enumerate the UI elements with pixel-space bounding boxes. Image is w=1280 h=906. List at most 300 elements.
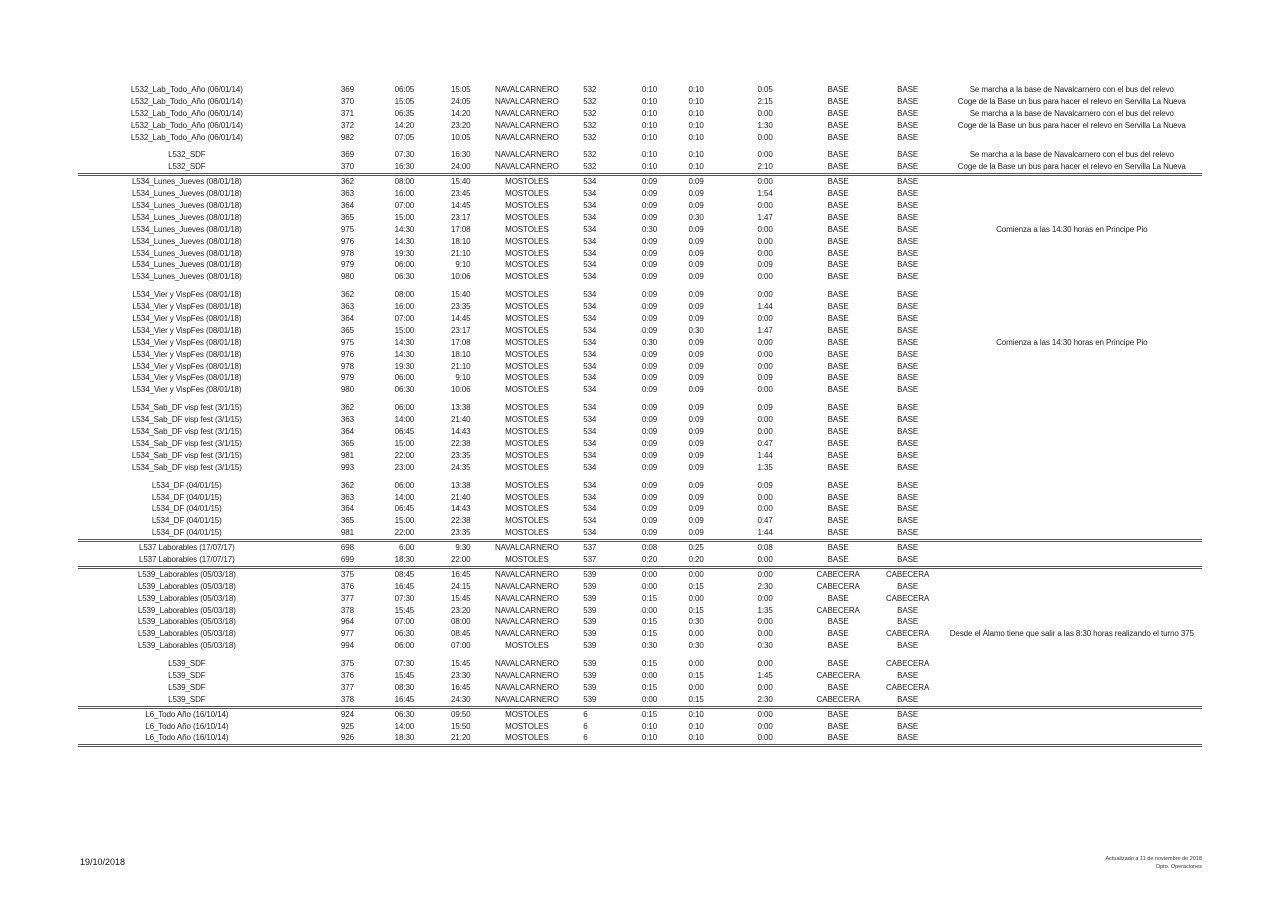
cell-start: 15:00 <box>394 325 415 335</box>
cell-t1: 0:10 <box>641 120 658 130</box>
cell-pause: 0:00 <box>757 361 773 371</box>
cell-start: 08:00 <box>394 290 415 300</box>
cell-start: 06:45 <box>394 504 415 514</box>
cell-to: BASE <box>897 373 919 383</box>
cell-origin: MOSTOLES <box>505 361 549 371</box>
cell-start: 06:00 <box>394 403 415 413</box>
cell-turno: 365 <box>340 438 354 448</box>
cell-end: 14:20 <box>451 108 471 118</box>
cell-start: 07:05 <box>394 132 415 142</box>
cell-to: BASE <box>897 162 919 172</box>
cell-service: L532_Lab_Todo_Año (06/01/14) <box>130 120 243 130</box>
table-row <box>78 628 1202 640</box>
cell-from: BASE <box>827 236 849 246</box>
cell-t1: 0:08 <box>641 543 658 553</box>
cell-from: BASE <box>827 438 849 448</box>
cell-origin: MOSTOLES <box>505 403 549 413</box>
cell-turno: 363 <box>340 492 354 502</box>
cell-turno: 363 <box>340 415 354 425</box>
cell-origin: MOSTOLES <box>505 248 549 258</box>
cell-service: L534_Lunes_Jueves (08/01/18) <box>131 272 242 282</box>
cell-t2: 0:10 <box>688 96 704 106</box>
cell-to: BASE <box>897 733 919 743</box>
cell-turno: 980 <box>340 272 354 282</box>
cell-t1: 0:09 <box>641 480 658 490</box>
cell-start: 06:00 <box>394 641 415 651</box>
cell-origin: MOSTOLES <box>505 709 549 719</box>
cell-turno: 978 <box>340 248 354 258</box>
cell-origin: NAVALCARNERO <box>494 120 559 130</box>
cell-to: BASE <box>897 492 919 502</box>
cell-end: 13:38 <box>451 480 471 490</box>
cell-service: L534_Sab_DF visp fest (3/1/15) <box>131 415 242 425</box>
cell-service: L534_Lunes_Jueves (08/01/18) <box>131 212 242 222</box>
cell-from: BASE <box>827 641 849 651</box>
service-group <box>78 480 1202 539</box>
table-row <box>78 361 1202 373</box>
cell-end: 9:30 <box>455 543 471 553</box>
cell-to: BASE <box>897 480 919 490</box>
table-row <box>78 450 1202 462</box>
cell-t1: 0:30 <box>641 337 658 347</box>
cell-start: 14:20 <box>394 120 415 130</box>
table-row <box>78 721 1202 733</box>
service-group <box>78 542 1202 566</box>
section-l534 <box>78 176 1202 539</box>
cell-t1: 0:15 <box>641 709 658 719</box>
cell-t2: 0:09 <box>688 272 704 282</box>
cell-from: BASE <box>827 260 849 270</box>
cell-pause: 0:00 <box>757 415 773 425</box>
cell-end: 17:08 <box>451 337 471 347</box>
cell-from: BASE <box>827 516 849 526</box>
cell-t1: 0:09 <box>641 450 658 460</box>
cell-from: BASE <box>827 629 849 639</box>
cell-service: L534_Vier y VispFes (08/01/18) <box>132 349 242 359</box>
cell-pause: 0:00 <box>757 108 773 118</box>
cell-t2: 0:09 <box>688 337 704 347</box>
cell-to: BASE <box>897 617 919 627</box>
table-row <box>78 503 1202 515</box>
cell-t1: 0:09 <box>641 427 658 437</box>
cell-service: L534_Vier y VispFes (08/01/18) <box>132 325 242 335</box>
cell-start: 14:00 <box>394 721 415 731</box>
cell-from: BASE <box>827 543 849 553</box>
cell-line: 534 <box>583 462 597 472</box>
cell-from: BASE <box>827 593 849 603</box>
footer-date: 19/10/2018 <box>80 857 126 867</box>
cell-start: 14:00 <box>394 492 415 502</box>
cell-t1: 0:09 <box>641 528 658 538</box>
cell-t2: 0:10 <box>688 721 704 731</box>
cell-t1: 0:09 <box>641 403 658 413</box>
cell-t2: 0:09 <box>688 403 704 413</box>
cell-start: 08:30 <box>394 682 415 692</box>
cell-t2: 0:09 <box>688 462 704 472</box>
table-row <box>78 236 1202 248</box>
cell-origin: MOSTOLES <box>505 302 549 312</box>
cell-t2: 0:00 <box>688 629 704 639</box>
cell-end: 15:50 <box>451 721 471 731</box>
cell-pause: 0:00 <box>757 709 773 719</box>
cell-line: 534 <box>583 325 597 335</box>
cell-turno: 363 <box>340 302 354 312</box>
cell-turno: 976 <box>340 236 354 246</box>
cell-t2: 0:09 <box>688 427 704 437</box>
cell-t1: 0:00 <box>641 569 658 579</box>
cell-t2: 0:09 <box>688 516 704 526</box>
cell-origin: NAVALCARNERO <box>494 85 559 94</box>
cell-t1: 0:09 <box>641 302 658 312</box>
cell-from: BASE <box>827 177 849 187</box>
cell-origin: MOSTOLES <box>505 189 549 199</box>
cell-t1: 0:09 <box>641 415 658 425</box>
cell-service: L534_Lunes_Jueves (08/01/18) <box>131 177 242 187</box>
cell-turno: 982 <box>340 132 354 142</box>
cell-start: 16:00 <box>394 189 415 199</box>
cell-line: 534 <box>583 224 597 234</box>
cell-turno: 976 <box>340 349 354 359</box>
cell-line: 532 <box>583 132 597 142</box>
cell-line: 534 <box>583 450 597 460</box>
cell-t2: 0:10 <box>688 150 704 160</box>
cell-service: L534_DF (04/01/15) <box>151 516 222 526</box>
cell-end: 22:38 <box>451 516 471 526</box>
cell-service: L532_SDF <box>168 150 206 160</box>
cell-to: BASE <box>897 450 919 460</box>
cell-t2: 0:09 <box>688 260 704 270</box>
cell-origin: MOSTOLES <box>505 337 549 347</box>
cell-end: 24:00 <box>451 162 471 172</box>
cell-service: L534_DF (04/01/15) <box>151 492 222 502</box>
cell-pause: 2:30 <box>757 694 773 704</box>
cell-turno: 362 <box>340 480 354 490</box>
cell-turno: 926 <box>340 733 354 743</box>
cell-t2: 0:09 <box>688 492 704 502</box>
table-row <box>78 161 1202 173</box>
footer-updated: Actualizado a 11 de noviembre de 2018 <box>1105 856 1202 862</box>
cell-pause: 0:00 <box>757 272 773 282</box>
cell-t2: 0:30 <box>688 641 704 651</box>
cell-t2: 0:09 <box>688 201 704 211</box>
cell-start: 16:45 <box>394 694 415 704</box>
cell-service: L6_Todo Año (16/10/14) <box>145 721 229 731</box>
cell-to: BASE <box>897 212 919 222</box>
cell-start: 06:30 <box>394 709 415 719</box>
cell-from: BASE <box>827 162 849 172</box>
cell-t2: 0:10 <box>688 733 704 743</box>
cell-start: 16:45 <box>394 581 415 591</box>
cell-turno: 364 <box>340 201 354 211</box>
cell-end: 23:35 <box>451 302 471 312</box>
cell-to: BASE <box>897 403 919 413</box>
table-row <box>78 313 1202 325</box>
cell-line: 534 <box>583 201 597 211</box>
cell-t1: 0:09 <box>641 212 658 222</box>
cell-start: 16:00 <box>394 302 415 312</box>
cell-service: L534_Vier y VispFes (08/01/18) <box>132 314 242 324</box>
cell-t1: 0:15 <box>641 682 658 692</box>
cell-t2: 0:09 <box>688 302 704 312</box>
table-row <box>78 176 1202 188</box>
cell-end: 21:10 <box>451 248 471 258</box>
cell-end: 08:45 <box>451 629 471 639</box>
cell-from: BASE <box>827 492 849 502</box>
cell-origin: MOSTOLES <box>505 516 549 526</box>
cell-origin: MOSTOLES <box>505 201 549 211</box>
cell-end: 24:15 <box>451 581 471 591</box>
cell-t1: 0:09 <box>641 325 658 335</box>
cell-origin: MOSTOLES <box>505 177 549 187</box>
section-l6 <box>78 709 1202 745</box>
cell-t2: 0:09 <box>688 385 704 395</box>
cell-to: BASE <box>897 694 919 704</box>
cell-start: 14:30 <box>394 224 415 234</box>
cell-to: BASE <box>897 581 919 591</box>
cell-end: 15:05 <box>451 85 471 94</box>
cell-line: 6 <box>583 709 588 719</box>
cell-t2: 0:09 <box>688 314 704 324</box>
cell-start: 6:00 <box>399 543 415 553</box>
cell-to: BASE <box>897 85 919 94</box>
cell-from: BASE <box>827 272 849 282</box>
cell-to: BASE <box>897 554 919 564</box>
cell-turno: 370 <box>340 162 354 172</box>
cell-t2: 0:00 <box>688 569 704 579</box>
cell-start: 15:00 <box>394 212 415 222</box>
cell-turno: 369 <box>340 150 354 160</box>
cell-turno: 376 <box>340 670 354 680</box>
footer-department: Dpto. Operaciones <box>1156 864 1202 870</box>
cell-turno: 994 <box>340 641 354 651</box>
cell-origin: MOSTOLES <box>505 438 549 448</box>
service-group <box>78 658 1202 706</box>
cell-t1: 0:15 <box>641 617 658 627</box>
cell-origin: MOSTOLES <box>505 349 549 359</box>
cell-line: 534 <box>583 504 597 514</box>
cell-to: CABECERA <box>885 569 930 579</box>
cell-t1: 0:09 <box>641 260 658 270</box>
cell-pause: 0:00 <box>757 132 773 142</box>
cell-from: BASE <box>827 462 849 472</box>
cell-from: BASE <box>827 325 849 335</box>
cell-t2: 0:09 <box>688 349 704 359</box>
service-group <box>78 289 1202 396</box>
cell-service: L6_Todo Año (16/10/14) <box>145 733 229 743</box>
cell-origin: NAVALCARNERO <box>494 150 559 160</box>
cell-service: L534_Sab_DF visp fest (3/1/15) <box>131 403 242 413</box>
cell-t2: 0:09 <box>688 248 704 258</box>
cell-t1: 0:10 <box>641 162 658 172</box>
cell-pause: 0:09 <box>757 373 773 383</box>
table-row <box>78 605 1202 617</box>
cell-t1: 0:09 <box>641 272 658 282</box>
cell-end: 23:35 <box>451 450 471 460</box>
cell-line: 534 <box>583 236 597 246</box>
cell-t1: 0:09 <box>641 438 658 448</box>
cell-turno: 378 <box>340 605 354 615</box>
cell-to: CABECERA <box>885 629 930 639</box>
cell-to: BASE <box>897 150 919 160</box>
cell-from: BASE <box>827 120 849 130</box>
cell-to: BASE <box>897 260 919 270</box>
cell-t2: 0:10 <box>688 162 704 172</box>
cell-line: 539 <box>583 581 597 591</box>
cell-from: CABECERA <box>816 605 860 615</box>
cell-pause: 1:44 <box>757 450 773 460</box>
cell-t2: 0:09 <box>688 450 704 460</box>
service-group <box>78 402 1202 473</box>
cell-t1: 0:09 <box>641 385 658 395</box>
cell-pause: 1:47 <box>757 212 773 222</box>
cell-service: L539_Laborables (05/03/18) <box>137 581 236 591</box>
cell-end: 24:30 <box>451 694 471 704</box>
service-group <box>78 176 1202 283</box>
cell-turno: 925 <box>340 721 354 731</box>
cell-from: BASE <box>827 290 849 300</box>
cell-line: 539 <box>583 593 597 603</box>
cell-note: Coge de la Base un bus para hacer el relevo en Servilla La Nueva <box>957 96 1186 106</box>
table-bottom-border <box>78 744 1202 747</box>
cell-turno: 979 <box>340 373 354 383</box>
cell-origin: MOSTOLES <box>505 415 549 425</box>
cell-end: 23:17 <box>451 212 471 222</box>
cell-pause: 0:00 <box>757 224 773 234</box>
cell-end: 16:45 <box>451 569 471 579</box>
cell-service: L532_Lab_Todo_Año (06/01/14) <box>130 96 243 106</box>
cell-t1: 0:09 <box>641 314 658 324</box>
cell-line: 534 <box>583 349 597 359</box>
cell-turno: 377 <box>340 593 354 603</box>
cell-t1: 0:09 <box>641 236 658 246</box>
cell-pause: 0:09 <box>757 403 773 413</box>
cell-start: 08:45 <box>394 569 415 579</box>
cell-start: 07:00 <box>394 617 415 627</box>
table-row <box>78 593 1202 605</box>
cell-t1: 0:00 <box>641 670 658 680</box>
table-row <box>78 96 1202 108</box>
cell-from: BASE <box>827 721 849 731</box>
cell-turno: 363 <box>340 189 354 199</box>
cell-to: BASE <box>897 132 919 142</box>
cell-start: 07:00 <box>394 201 415 211</box>
section-l537 <box>78 542 1202 566</box>
cell-end: 23:35 <box>451 528 471 538</box>
cell-turno: 699 <box>340 554 354 564</box>
cell-line: 534 <box>583 260 597 270</box>
cell-origin: MOSTOLES <box>505 492 549 502</box>
cell-from: CABECERA <box>816 694 860 704</box>
cell-turno: 975 <box>340 337 354 347</box>
cell-pause: 0:08 <box>757 543 773 553</box>
table-row <box>78 402 1202 414</box>
cell-t2: 0:10 <box>688 108 704 118</box>
cell-from: BASE <box>827 132 849 142</box>
cell-line: 534 <box>583 492 597 502</box>
cell-start: 18:30 <box>394 733 415 743</box>
table-row <box>78 542 1202 554</box>
cell-from: CABECERA <box>816 581 860 591</box>
cell-from: BASE <box>827 415 849 425</box>
cell-t2: 0:09 <box>688 373 704 383</box>
cell-to: BASE <box>897 670 919 680</box>
cell-turno: 698 <box>340 543 354 553</box>
cell-service: L534_Vier y VispFes (08/01/18) <box>132 361 242 371</box>
cell-end: 16:30 <box>451 150 471 160</box>
cell-to: BASE <box>897 721 919 731</box>
table-row <box>78 325 1202 337</box>
cell-end: 23:20 <box>451 120 471 130</box>
cell-start: 19:30 <box>394 248 415 258</box>
cell-service: L539_SDF <box>168 670 206 680</box>
cell-pause: 0:00 <box>757 349 773 359</box>
cell-t1: 0:09 <box>641 373 658 383</box>
cell-to: BASE <box>897 385 919 395</box>
cell-service: L534_DF (04/01/15) <box>151 504 222 514</box>
cell-to: BASE <box>897 337 919 347</box>
cell-start: 14:30 <box>394 236 415 246</box>
cell-start: 16:30 <box>394 162 415 172</box>
cell-start: 07:30 <box>394 659 415 669</box>
cell-pause: 0:30 <box>757 641 773 651</box>
cell-t1: 0:00 <box>641 694 658 704</box>
cell-line: 534 <box>583 516 597 526</box>
cell-from: BASE <box>827 337 849 347</box>
cell-origin: MOSTOLES <box>505 721 549 731</box>
cell-line: 539 <box>583 641 597 651</box>
cell-end: 14:45 <box>451 314 471 324</box>
cell-end: 23:17 <box>451 325 471 335</box>
cell-line: 532 <box>583 120 597 130</box>
table-row <box>78 658 1202 670</box>
table-row <box>78 527 1202 539</box>
cell-t1: 0:30 <box>641 224 658 234</box>
cell-from: BASE <box>827 349 849 359</box>
cell-service: L532_SDF <box>168 162 206 172</box>
cell-start: 06:30 <box>394 629 415 639</box>
cell-pause: 0:00 <box>757 733 773 743</box>
service-group <box>78 149 1202 173</box>
cell-service: L532_Lab_Todo_Año (06/01/14) <box>130 132 243 142</box>
cell-pause: 0:00 <box>757 236 773 246</box>
cell-to: BASE <box>897 504 919 514</box>
cell-end: 17:08 <box>451 224 471 234</box>
cell-service: L532_Lab_Todo_Año (06/01/14) <box>130 108 243 118</box>
cell-line: 534 <box>583 189 597 199</box>
cell-start: 08:00 <box>394 177 415 187</box>
cell-from: BASE <box>827 617 849 627</box>
cell-service: L534_Lunes_Jueves (08/01/18) <box>131 248 242 258</box>
table-row <box>78 694 1202 706</box>
cell-origin: MOSTOLES <box>505 462 549 472</box>
cell-t2: 0:30 <box>688 617 704 627</box>
cell-service: L534_DF (04/01/15) <box>151 528 222 538</box>
table-row <box>78 462 1202 474</box>
cell-t2: 0:09 <box>688 361 704 371</box>
cell-pause: 0:00 <box>757 314 773 324</box>
cell-from: BASE <box>827 314 849 324</box>
cell-end: 16:45 <box>451 682 471 692</box>
cell-t2: 0:09 <box>688 189 704 199</box>
cell-pause: 0:00 <box>757 248 773 258</box>
cell-end: 22:00 <box>451 554 471 564</box>
cell-start: 06:00 <box>394 480 415 490</box>
cell-end: 23:20 <box>451 605 471 615</box>
cell-pause: 0:09 <box>757 260 773 270</box>
cell-service: L532_Lab_Todo_Año (06/01/14) <box>130 85 243 94</box>
cell-to: BASE <box>897 462 919 472</box>
cell-pause: 1:47 <box>757 325 773 335</box>
